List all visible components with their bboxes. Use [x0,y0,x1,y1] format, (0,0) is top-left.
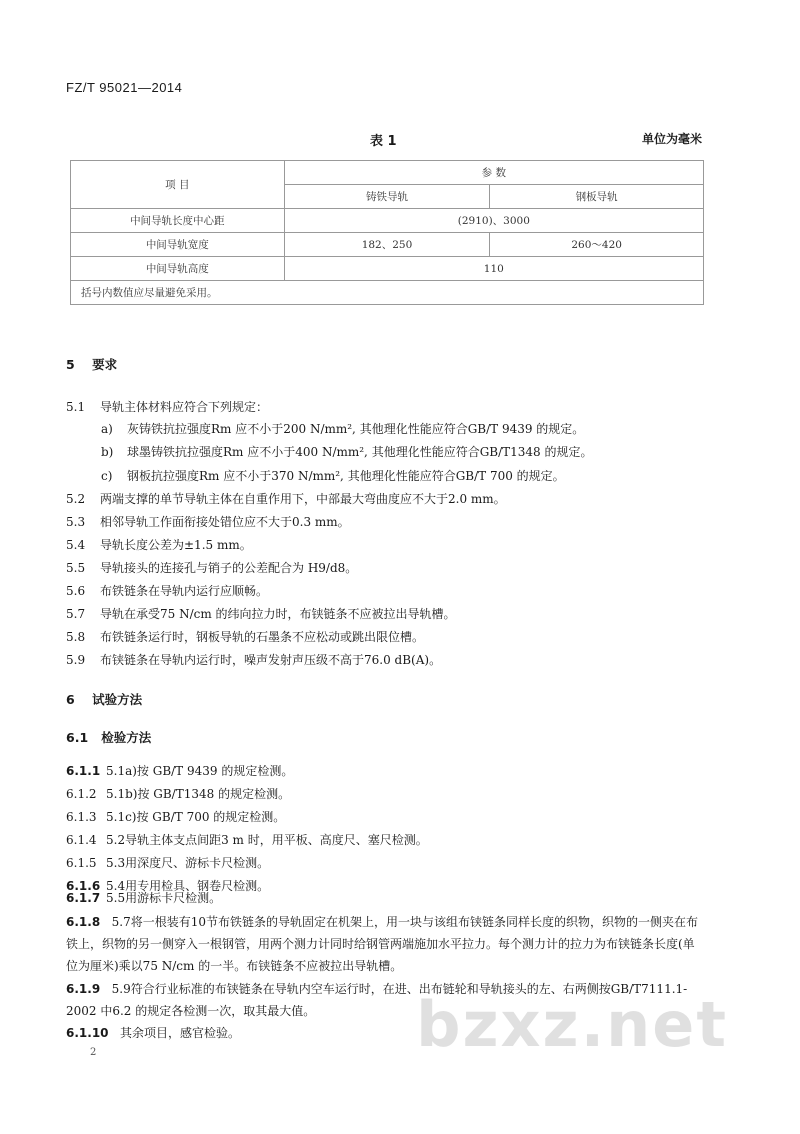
section-number: 6 [66,692,75,707]
row-item: 中间导轨高度 [71,257,285,281]
clause-5-1-a: a) 灰铸铁抗拉强度Rm 应不小于200 N/mm², 其他理化性能应符合GB/T 9439 的规定。 [101,422,585,436]
clause-6-1-7: 6.1.7 5.5用游标卡尺检测。 [66,891,222,905]
clause-6-1-5: 6.1.5 5.3用深度尺、游标卡尺检测。 [66,856,270,870]
clause-6-1-6: 6.1.6 5.4用专用检具、钢卷尺检测。 [66,879,270,893]
section-title: 试验方法 [92,692,143,707]
subsection-number: 6.1 [66,730,89,745]
table-row [71,161,704,185]
table-row [71,209,704,233]
table-row [71,257,704,281]
section-number: 5 [66,357,75,372]
clause-5-4: 5.4 导轨长度公差为±1.5 mm。 [66,538,252,552]
clause-6-1-9: 6.1.9 5.9符合行业标准的布铗链条在导轨内空车运行时，在进、出布链轮和导轨接头的左、右两侧按GB/T7111.1-2002 中6.2 的规定各检测一次，取其最大值。 [66,982,688,1018]
row-value: (2910)、3000 [284,209,703,233]
clause-5-1-b: b) 球墨铸铁抗拉强度Rm 应不小于400 N/mm², 其他理化性能应符合GB/T1348 的规定。 [101,445,593,459]
document-header: FZ/T 95021—2014 [66,80,183,95]
row-steel-value: 260～420 [490,233,704,257]
section-title: 要求 [92,357,118,372]
col-item-header: 项 目 [71,161,285,209]
col-steel-header: 钢板导轨 [490,185,704,209]
clause-6-1-1: 6.1.1 5.1a)按 GB/T 9439 的规定检测。 [66,764,294,778]
col-cast-header: 铸铁导轨 [284,185,490,209]
clause-5-7: 5.7 导轨在承受75 N/cm 的纬向拉力时，布铗链条不应被拉出导轨槽。 [66,607,456,621]
row-value: 110 [284,257,703,281]
clause-5-1-c: c) 钢板抗拉强度Rm 应不小于370 N/mm², 其他理化性能应符合GB/T 700 的规定。 [101,469,565,483]
subsection-title: 检验方法 [101,730,152,745]
clause-5-6: 5.6 布铁链条在导轨内运行应顺畅。 [66,584,269,598]
clause-5-1: 5.1 导轨主体材料应符合下列规定： [66,400,269,414]
table-row [71,281,704,305]
row-cast-value: 182、250 [284,233,490,257]
clause-5-5: 5.5 导轨接头的连接孔与销子的公差配合为 H9/d8。 [66,561,358,575]
table-row [71,233,704,257]
page-number: 2 [90,1047,97,1058]
table-caption: 表 1 [370,134,397,149]
clause-6-1-8: 6.1.8 5.7将一根装有10节布铁链条的导轨固定在机架上，用一块与该组布铗链条同样长度的织物，织物的一侧夹在布铁上，织物的另一侧穿入一根钢管，用两个测力计同时给钢管两端施加水平拉力。每个测力计的拉力为布铗链条长度(单位为厘米)乘以75 N/cm 的一半。布铗链条不应被拉出导轨槽。 [66,915,698,973]
table-note: 括号内数值应尽量避免采用。 [71,281,704,305]
section-6-heading [66,690,142,708]
row-item: 中间导轨宽度 [71,233,285,257]
clause-5-3: 5.3 相邻导轨工作面衔接处错位应不大于0.3 mm。 [66,515,350,529]
section-5-heading [66,355,117,373]
clause-5-2: 5.2 两端支撑的单节导轨主体在自重作用下，中部最大弯曲度应不大于2.0 mm。 [66,492,506,506]
clause-5-9: 5.9 布铗链条在导轨内运行时，噪声发射声压级不高于76.0 dB(A)。 [66,653,442,667]
clause-5-8: 5.8 布铁链条运行时，钢板导轨的石墨条不应松动或跳出限位槽。 [66,630,425,644]
table-unit: 单位为毫米 [641,132,702,146]
row-item: 中间导轨长度中心距 [71,209,285,233]
subsection-6-1-heading [66,728,151,746]
clause-6-1-10: 6.1.10 其余项目，感官检验。 [66,1026,240,1040]
clause-6-1-2: 6.1.2 5.1b)按 GB/T1348 的规定检测。 [66,787,291,801]
spec-table [70,160,704,305]
clause-6-1-3: 6.1.3 5.1c)按 GB/T 700 的规定检测。 [66,810,286,824]
watermark: bzxz.net [416,988,728,1061]
clause-6-1-4: 6.1.4 5.2导轨主体支点间距3 m 时，用平板、高度尺、塞尺检测。 [66,833,428,847]
col-params-header: 参 数 [284,161,703,185]
